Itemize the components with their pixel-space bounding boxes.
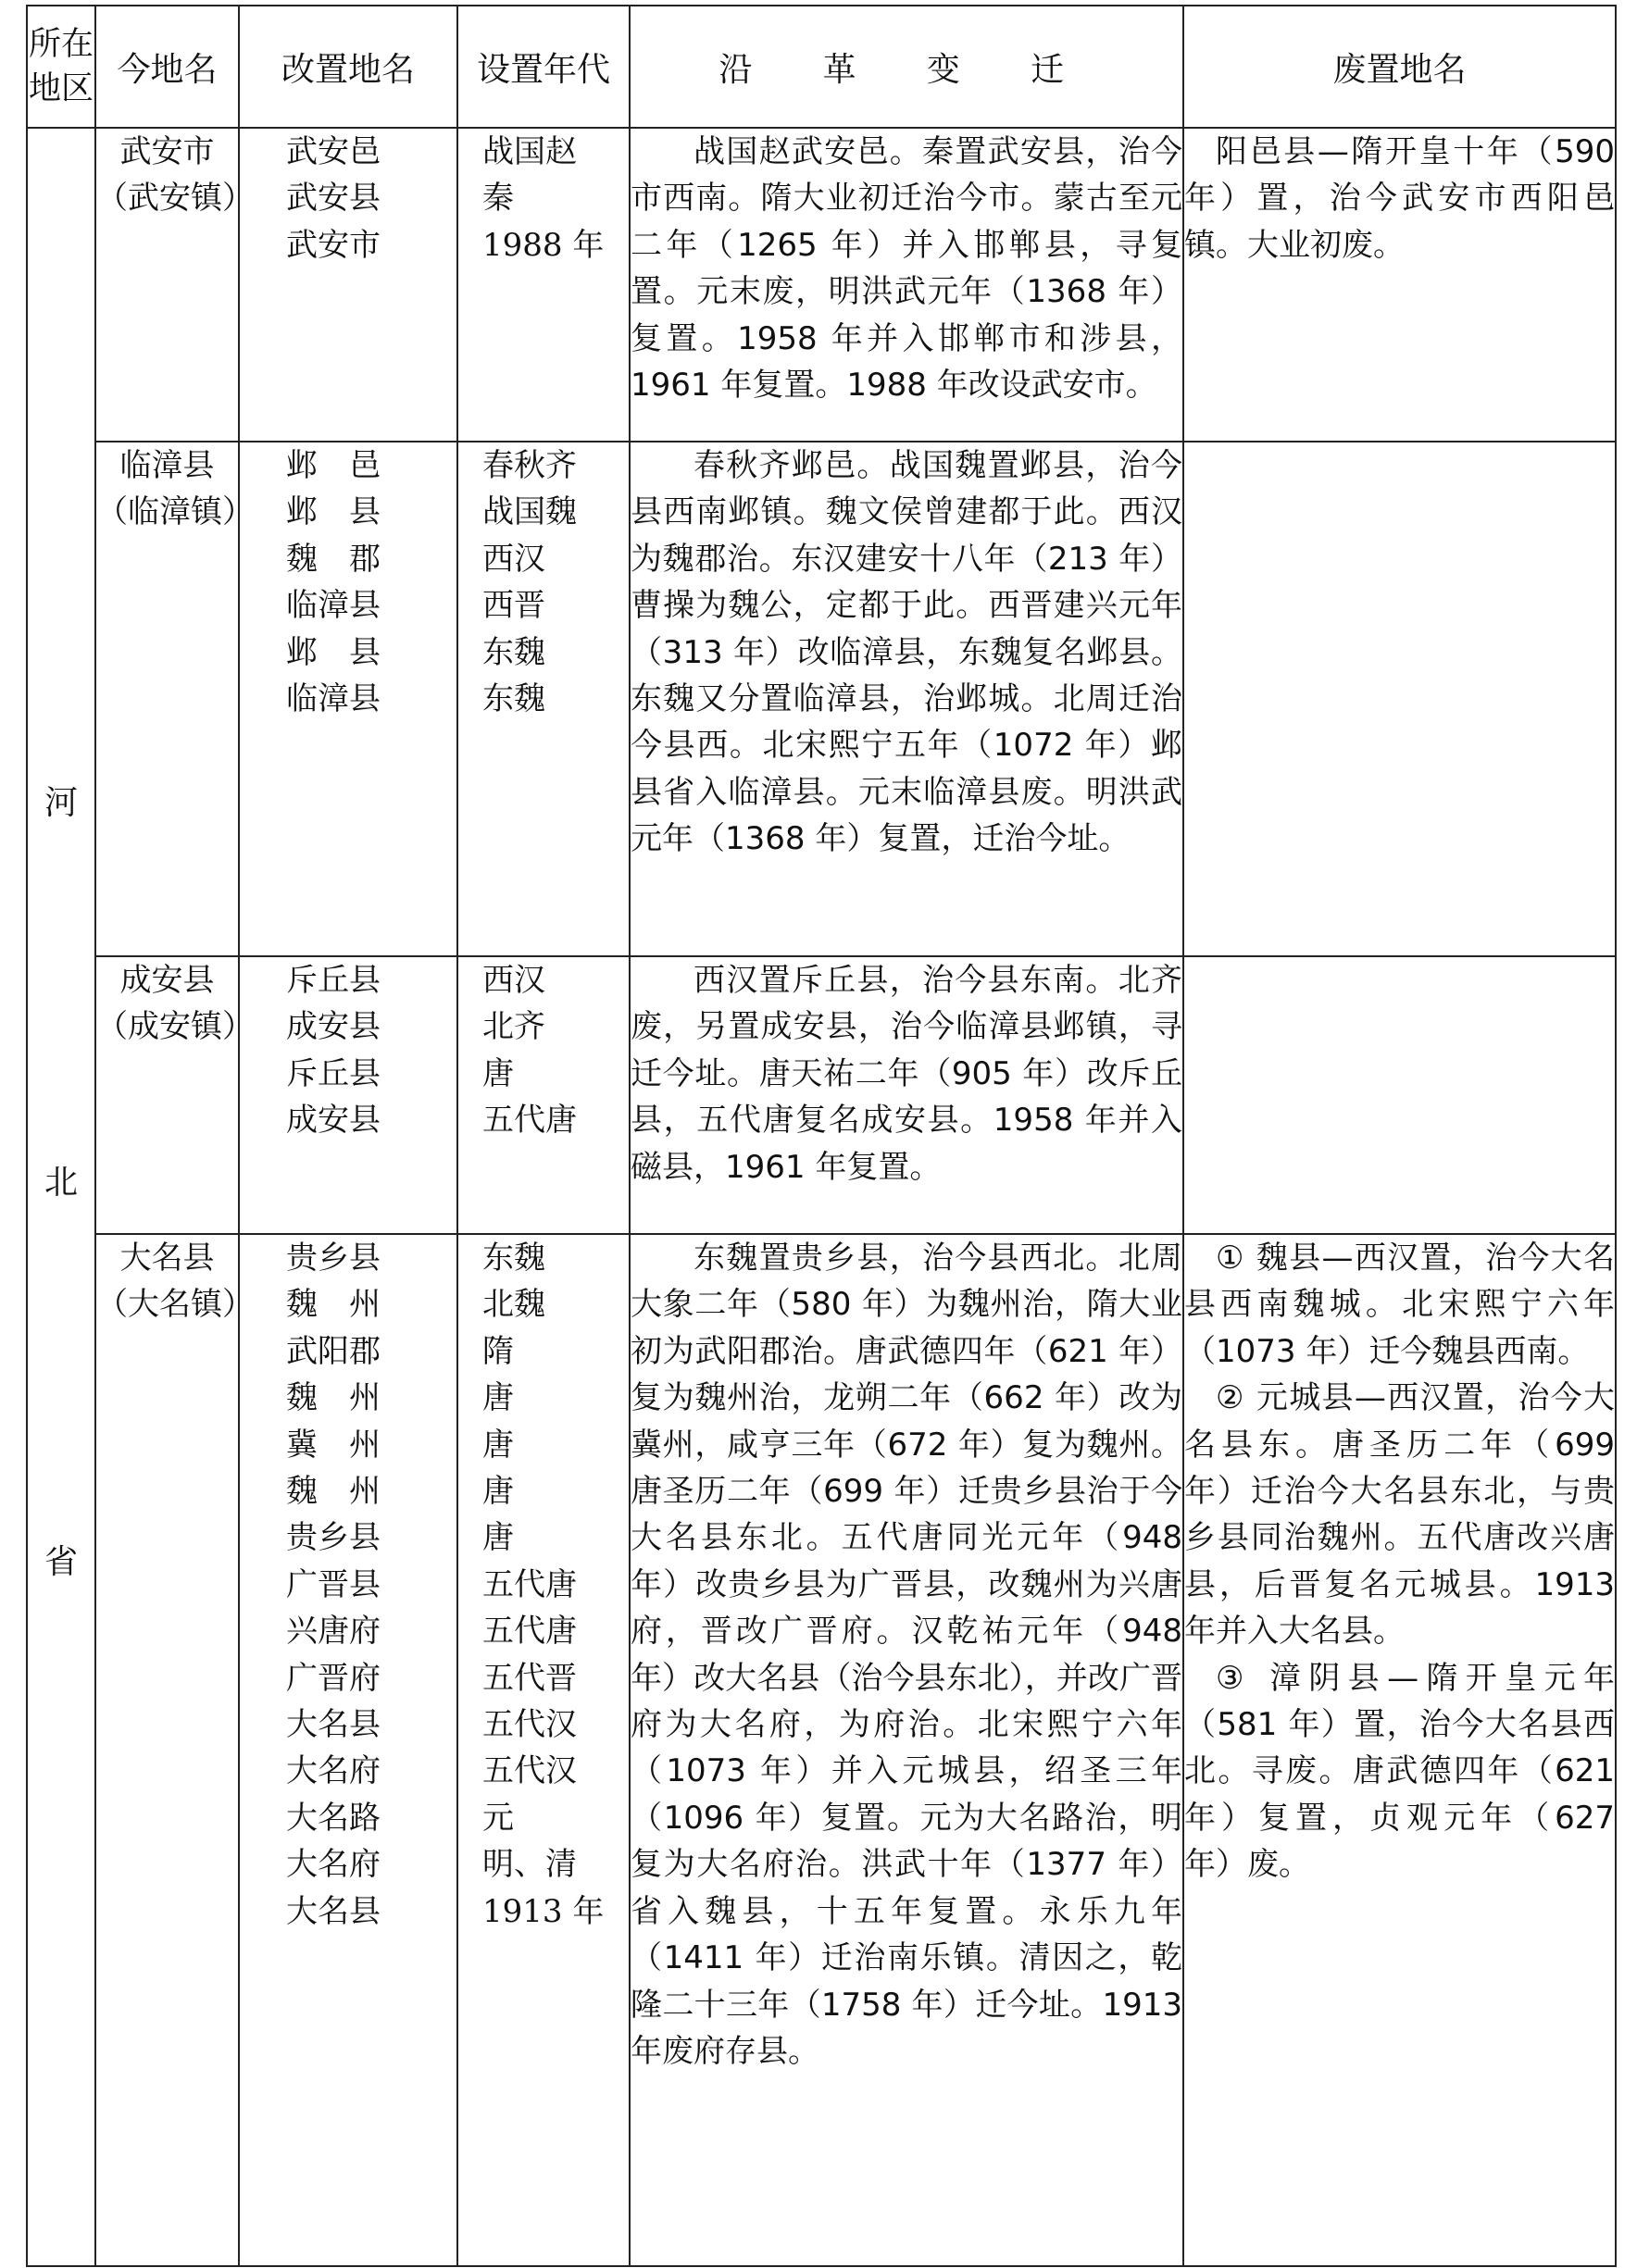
rename-item: 大名县 bbox=[286, 1892, 381, 1930]
era-item: 唐 bbox=[482, 1473, 514, 1511]
rename-item: 大名府 bbox=[286, 1846, 381, 1884]
rename-item: 邺 县 bbox=[286, 633, 381, 671]
era-item: 五代汉 bbox=[482, 1752, 577, 1790]
abolished-cell bbox=[1183, 956, 1616, 1234]
rename-cell bbox=[239, 956, 457, 1234]
rename-item: 邺 邑 bbox=[286, 447, 381, 484]
rename-item: 广晋府 bbox=[286, 1659, 381, 1697]
era-item: 东魏 bbox=[482, 1240, 545, 1277]
era-cell bbox=[457, 128, 630, 442]
current-name: 大名县 bbox=[119, 1240, 215, 1277]
era-item: 五代唐 bbox=[482, 1565, 577, 1603]
header-region bbox=[27, 6, 95, 128]
header-rename: 改置地名 bbox=[239, 6, 457, 128]
current-seat: （成安镇） bbox=[96, 1008, 254, 1046]
abolished-entry: ② 元城县—西汉置，治今大名县东。唐圣历二年（699 年）迁治今大名县东北，与贵乡县同治魏州。五代唐改兴唐县，后晋复名元城县。1913 年并入大名县。 bbox=[1184, 1379, 1615, 1651]
era-cell bbox=[457, 956, 630, 1234]
rename-item: 斥丘县 bbox=[286, 962, 381, 999]
rename-item: 斥丘县 bbox=[286, 1054, 381, 1092]
abolished-entry: ③ 漳阴县—隋开皇元年（581 年）置，治今大名县西北。寻废。唐武德四年（621 年）复置，贞观元年（627 年）废。 bbox=[1184, 1659, 1615, 1884]
rename-cell bbox=[239, 1234, 457, 2266]
history-cell bbox=[630, 956, 1183, 1234]
era-cell bbox=[457, 1234, 630, 2266]
era-item: 东魏 bbox=[482, 633, 545, 671]
abolished-cell bbox=[1183, 128, 1616, 442]
header-era: 设置年代 bbox=[457, 6, 630, 128]
table-row bbox=[27, 956, 1616, 1234]
rename-item: 广晋县 bbox=[286, 1565, 381, 1603]
era-item: 唐 bbox=[482, 1054, 514, 1092]
rename-item: 魏 州 bbox=[286, 1473, 381, 1511]
era-item: 唐 bbox=[482, 1379, 514, 1417]
abolished-entry: 阳邑县—隋开皇十年（590 年）置，治今武安市西阳邑镇。大业初废。 bbox=[1184, 133, 1615, 264]
current-seat: （武安镇） bbox=[96, 180, 254, 218]
abolished-cell bbox=[1183, 1234, 1616, 2266]
region-char-3: 省 bbox=[44, 1543, 78, 1581]
current-seat: （大名镇） bbox=[96, 1286, 254, 1324]
header-current-name: 今地名 bbox=[95, 6, 239, 128]
history-cell bbox=[630, 1234, 1183, 2266]
region-cell bbox=[27, 128, 95, 2266]
rename-item: 冀 州 bbox=[286, 1426, 381, 1464]
era-item: 唐 bbox=[482, 1426, 514, 1464]
rename-item: 邺 县 bbox=[286, 493, 381, 531]
table-row bbox=[27, 128, 1616, 442]
era-item: 唐 bbox=[482, 1519, 514, 1557]
current-name-cell bbox=[95, 442, 254, 956]
rename-item: 临漳县 bbox=[286, 587, 381, 625]
rename-item: 成安县 bbox=[286, 1102, 381, 1140]
history-text: 西汉置斥丘县，治今县东南。北齐废，另置成安县，治今临漳县邺镇，寻迁今址。唐天祐二年（905 年）改斥丘县，五代唐复名成安县。1958 年并入磁县，1961 年复置。 bbox=[631, 962, 1182, 1186]
era-item: 五代唐 bbox=[482, 1102, 577, 1140]
era-cell bbox=[457, 442, 630, 956]
rename-item: 武安邑 bbox=[286, 133, 381, 170]
history-text: 东魏置贵乡县，治今县西北。北周大象二年（580 年）为魏州治，隋大业初为武阳郡治。唐武德四年（621 年）复为魏州治，龙朔二年（662 年）改为冀州，咸亨三年（672 年）复为魏州。唐圣历二年（699 年）迁贵乡县治于今大名县东北。五代唐同光元年（948 年）改贵乡县为广晋县，改魏州为兴唐府，晋改广晋府。汉乾祐元年（948 年）改大名县（治今县东北），并改广晋府为大名府，为府治。北宋熙宁六年（1073 年）并入元城县，绍圣三年（1096 年）复置。元为大名路治，明复为大名府治。洪武十年（1377 年）省入魏县，十五年复置。永乐九年（1411 年）迁治南乐镇。清因之，乾隆二十三年（1758 年）迁今址。1913 年废府存县。 bbox=[631, 1240, 1182, 2070]
history-cell bbox=[630, 442, 1183, 956]
header-region-line1: 所在 bbox=[28, 26, 94, 63]
era-item: 隋 bbox=[482, 1332, 514, 1370]
header-abolished: 废置地名 bbox=[1183, 6, 1616, 128]
history-text: 春秋齐邺邑。战国魏置邺县，治今县西南邺镇。魏文侯曾建都于此。西汉为魏郡治。东汉建安十八年（213 年）曹操为魏公，定都于此。西晋建兴元年（313 年）改临漳县，东魏复名邺县。东魏又分置临漳县，治邺城。北周迁治今县西。北宋熙宁五年（1072 年）邺县省入临漳县。元末临漳县废。明洪武元年（1368 年）复置，迁治今址。 bbox=[631, 447, 1182, 858]
rename-cell bbox=[239, 442, 457, 956]
era-item: 五代晋 bbox=[482, 1659, 577, 1697]
rename-item: 贵乡县 bbox=[286, 1519, 381, 1557]
era-item: 北魏 bbox=[482, 1286, 545, 1324]
table-row bbox=[27, 442, 1616, 956]
rename-item: 魏 州 bbox=[286, 1379, 381, 1417]
era-item: 北齐 bbox=[482, 1008, 545, 1046]
era-item: 西晋 bbox=[482, 587, 545, 625]
header-region-line2: 地区 bbox=[28, 70, 94, 107]
abolished-entry: ① 魏县—西汉置，治今大名县西南魏城。北宋熙宁六年（1073 年）迁今魏县西南。 bbox=[1184, 1240, 1615, 1370]
rename-item: 大名县 bbox=[286, 1706, 381, 1744]
current-name: 武安市 bbox=[119, 133, 215, 170]
rename-item: 大名路 bbox=[286, 1799, 381, 1837]
era-item: 西汉 bbox=[482, 962, 545, 999]
era-item: 东魏 bbox=[482, 680, 545, 718]
rename-item: 武安市 bbox=[286, 226, 381, 264]
region-char-2: 北 bbox=[44, 1164, 78, 1202]
history-cell bbox=[630, 128, 1183, 442]
rename-item: 魏 郡 bbox=[286, 540, 381, 578]
current-name: 成安县 bbox=[119, 962, 215, 999]
header-history: 沿 革 变 迁 bbox=[630, 6, 1183, 128]
rename-item: 武安县 bbox=[286, 180, 381, 218]
rename-item: 成安县 bbox=[286, 1008, 381, 1046]
era-item: 西汉 bbox=[482, 540, 545, 578]
current-name-cell bbox=[95, 128, 254, 442]
header-row bbox=[27, 6, 1616, 128]
rename-item: 魏 州 bbox=[286, 1286, 381, 1324]
era-item: 元 bbox=[482, 1799, 514, 1837]
era-item: 战国魏 bbox=[482, 493, 577, 531]
era-item: 五代汉 bbox=[482, 1706, 577, 1744]
rename-item: 贵乡县 bbox=[286, 1240, 381, 1277]
current-name: 临漳县 bbox=[119, 447, 215, 484]
rename-cell bbox=[239, 128, 457, 442]
current-name-cell bbox=[95, 1234, 254, 2266]
current-name-cell bbox=[95, 956, 254, 1234]
rename-item: 临漳县 bbox=[286, 680, 381, 718]
era-item: 春秋齐 bbox=[482, 447, 577, 484]
rename-item: 兴唐府 bbox=[286, 1613, 381, 1651]
era-item: 秦 bbox=[482, 180, 514, 218]
rename-item: 大名府 bbox=[286, 1752, 381, 1790]
gazetteer-table bbox=[26, 5, 1617, 2267]
history-text: 战国赵武安邑。秦置武安县，治今市西南。隋大业初迁治今市。蒙古至元二年（1265 年）并入邯郸县，寻复置。元末废，明洪武元年（1368 年）复置。1958 年并入邯郸市和涉县，1961 年复置。1988 年改设武安市。 bbox=[631, 133, 1182, 405]
table-row bbox=[27, 1234, 1616, 2266]
abolished-cell bbox=[1183, 442, 1616, 956]
current-seat: （临漳镇） bbox=[96, 493, 254, 531]
era-item: 1988 年 bbox=[482, 226, 605, 264]
rename-item: 武阳郡 bbox=[286, 1332, 381, 1370]
era-item: 战国赵 bbox=[482, 133, 577, 170]
era-item: 五代唐 bbox=[482, 1613, 577, 1651]
era-item: 明、清 bbox=[482, 1846, 577, 1884]
region-char-1: 河 bbox=[44, 784, 78, 822]
era-item: 1913 年 bbox=[482, 1892, 605, 1930]
